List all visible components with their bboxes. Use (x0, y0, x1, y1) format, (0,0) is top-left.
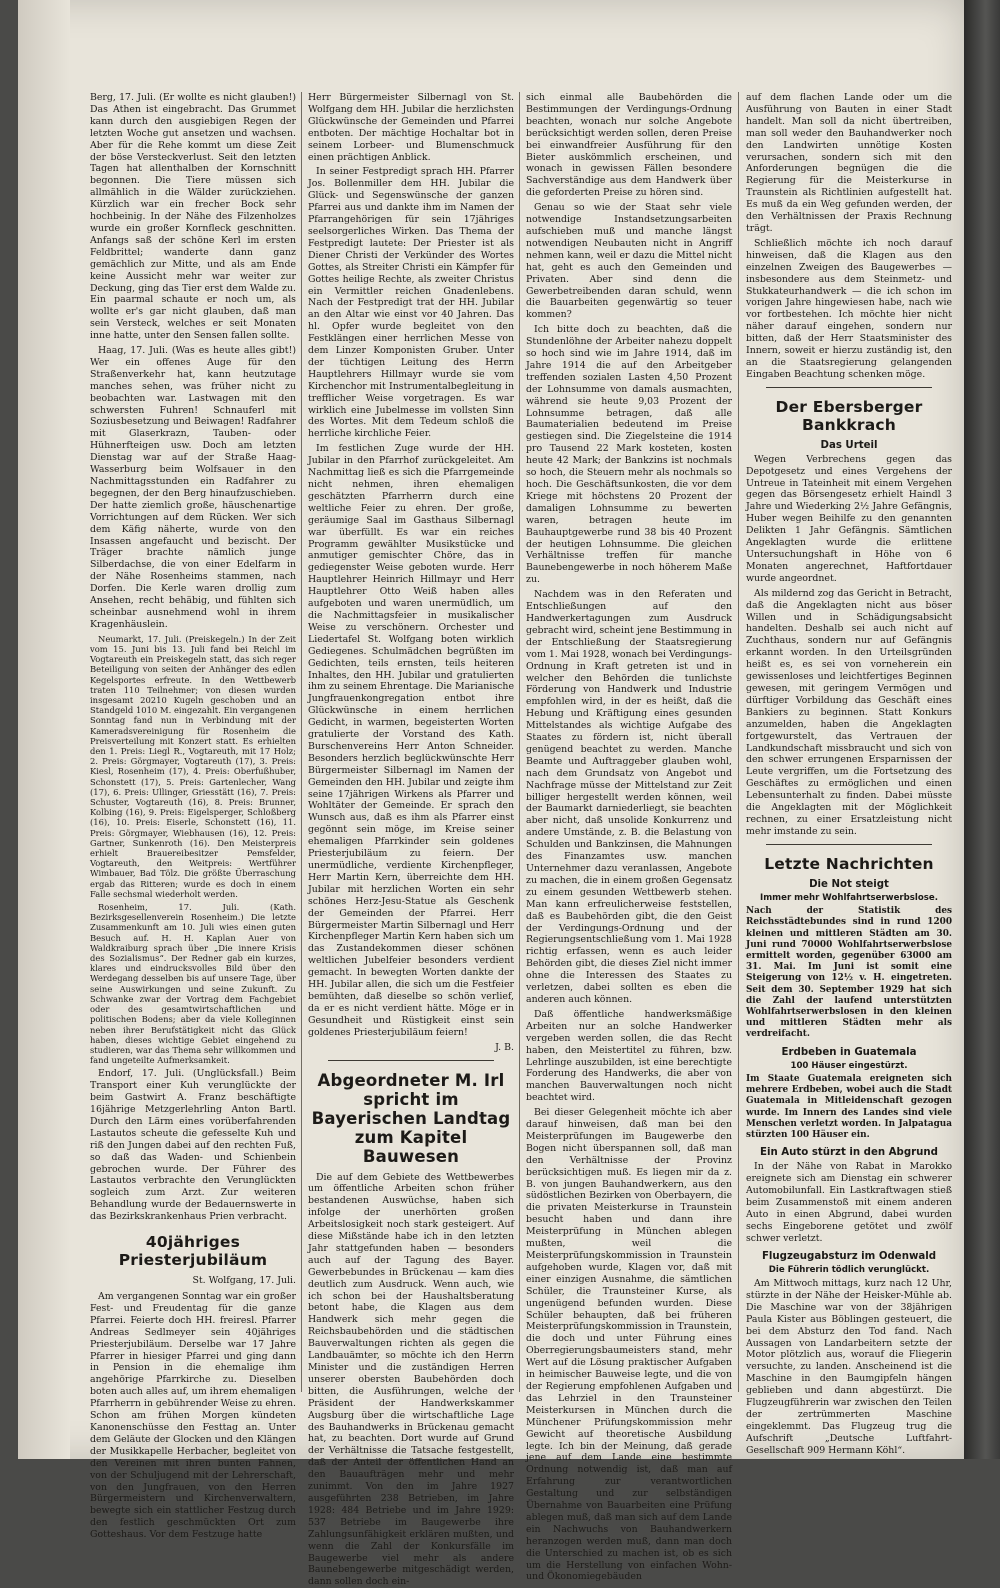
column-2 (308, 92, 514, 1392)
dateline-st-wolfgang: St. Wolfgang, 17. Juli. (90, 1275, 296, 1287)
article-berg: Berg, 17. Juli. (Er wollte es nicht glauben!) Das Athen ist eingebracht. Das Grummet kann durch den ausgiebigen Regen der letzten Woche gut ansetzen und wachsen. Aber für die Rehe kommt um diese Zeit der böse Versteckverlust. Seit den letzten Tagen hat allenthalben der Kornschnitt begonnen. Die Tiere müssen sich allmählich in die Wälder zurückziehen. Kürzlich war ein frecher Bock sehr hochbeinig. In der Nähe des Filzenholzes wurde ein großer Kornfleck geschnitten. Anfangs saß der schöne Kerl im ersten Feldbrittel; wanderte dann ganz gemächlich zur Mitte, und als am Ende keine Aussicht mehr war weiter zur Deckung, ging das Tier erst dem Walde zu. Ein paarmal schaute er noch um, als wollte er's gar nicht glauben, daß man sein Versteck, welches er seit Monaten inne hatte, unter den Sensen fallen sollte. (90, 92, 296, 342)
article-not-steigt: Nach der Statistik des Reichsstädtebundes sind in rund 1200 kleinen und mittleren Städten am 30. Juni rund 70000 Wohlfahrtserwerbslose ermittelt worden, gegenüber 63000 am 31. Mai. Im Juni ist somit eine Steigerung von 12½ v. H. eingetreten. Seit dem 30. September 1929 hat sich die Zahl der laufend unterstützten Wohlfahrtserwerbslosen in den kleinen und mittleren Städten mehr als verdreifacht. (746, 906, 952, 1040)
subhead-not-steigt: Die Not steigt (746, 879, 952, 891)
article-bauwesen-cont-4: Nachdem was in den Referaten und Entschließungen auf den Handwerkertagungen zum Ausdruck gebracht wird, scheint jene Bestimmung in der Entschließung der Staatsregierung vom 1. Mai 1928, wonach bei Verdingungs-Ordnung in Kraft getreten ist und in welcher den Behörden die tunlichste Förderung von Handwerk und Industrie empfohlen wird, in der es heißt, daß die Hebung und Kräftigung eines gesunden Mittelstandes als wichtige Aufgabe des Staates zu fördern ist, nicht überall genügend beachtet zu werden. Manche Beamte und Auftraggeber glauben wohl, nach dem Grundsatz von Angebot und Nachfrage müsse der Mittelstand zur Zeit billiger hergestellt werden können, weil der Baumarkt darniederliegt, sie beachten aber nicht, daß unsolide Konkurrenz und andere Umstände, z. B. die Belastung von Schulden und Bankzinsen, die Mahnungen des Finanzamtes usw. manchen Unternehmer dazu veranlassen, Angebote zu machen, die in einem großen Gegensatz zu einem gesunden Wettbewerb stehen. Man kann erfreulicherweise feststellen, daß es Baubehörden gibt, die den Geist der Verdingungs-Ordnung und der Regierungsentschließung vom 1. Mai 1928 richtig erfassen, wenn es auch leider Behörden gibt, die dieses Ziel nicht immer ohne die Interessen des Staates zu verletzen, dabei sollten es eben die anderen auch können. (526, 589, 732, 1006)
column-4 (746, 92, 952, 1392)
article-jubilaeum-cont-3: Im festlichen Zuge wurde der HH. Jubilar in den Pfarrhof zurückgeleitet. Am Nachmittag ließ es sich die Pfarrgemeinde nicht nehmen, ihren ehemaligen geschätzten Pfarrherrn durch eine weltliche Feier zu ehren. Der große, geräumige Saal im Gasthaus Silbernagl war überfüllt. Es war ein reiches Programm gewählter Musikstücke und anmutiger gemischter Chöre, das in gediegenster Weise geboten wurde. Herr Hauptlehrer Heinrich Hillmayr und Herr Hauptlehrer Otto Weiß haben alles aufgeboten und waren unermüdlich, um die Nachmittagsfeier in musikalischer Weise zu verschönern. Orchester und Liedertafel St. Wolfgang boten wirklich Gediegenes. Schulmädchen begrüßten im Gedichten, teils ernsten, teils heiteren Inhaltes, den HH. Jubilar und gratulierten ihm zu seinem Ehrentage. Die Marianische Jungfrauenkongregation entbot ihre Glückwünsche in einem herrlichen Gedicht, in warmen, begeisterten Worten gratulierte der Vorstand des Kath. Burschenvereins Herr Anton Schneider. Besonders herzlich beglückwünschte Herr Bürgermeister Silbernagl im Namen der Gemeinden den HH. Jubilar und zeigte ihm seine 17jährigen Wirkens als Pfarrer und Wohltäter der Gemeinde. Er sprach den Wunsch aus, daß es ihm als Pfarrer einst gegönnt sein möge, im Kreise seiner ehemaligen Pfarrkinder sein goldenes Priesterjubiläum zu feiern. Der unermüdliche, verdiente Kirchenpfleger, Herr Martin Kern, überreichte dem HH. Jubilar mit herzlichen Worten ein sehr schönes Herz-Jesu-Statue als Geschenk der Gemeinden der Pfarrei. Herr Bürgermeister Martin Silbernagl und Herr Kirchenpfleger Martin Kern haben sich um das Zustandekommen dieser schönen weltlichen Jubelfeier besonders verdient gemacht. In bewegten Worten dankte der HH. Jubilar allen, die sich um die Festfeier bemühten, daß dieselbe so schön verlief, da er es nicht verdient hätte. Möge er in Gesundheit und Rüstigkeit einst sein goldenes Priesterjubiläum feiern! (308, 443, 514, 1038)
article-jubilaeum-cont-2: In seiner Festpredigt sprach HH. Pfarrer Jos. Bollenmiller dem HH. Jubilar die Glück- und Segenswünsche der ganzen Pfarrei aus und dankte ihm im Namen der Pfarrangehörigen für sein 17jähriges seelsorgerliches Wirken. Das Thema der Festpredigt lautete: Der Priester ist als Diener Christi der Verkünder des Wortes Gottes, als Streiter Christi ein Kämpfer für Gottes heilige Rechte, als zweiter Christus ein Vermittler reichen Gnadenlebens. Nach der Festpredigt trat der HH. Jubilar an den Altar wie einst vor 40 Jahren. Das hl. Opfer wurde begleitet von den Festklängen einer herrlichen Messe von dem Linzer Komponisten Gruber. Unter der tüchtigen Leitung des Herrn Hauptlehrers Hillmayr wurde sie vom Kirchenchor mit Instrumentalbegleitung in trefflicher Weise vorgetragen. Es war wirklich eine Jubelmesse im vollsten Sinn des Wortes. Mit dem Tedeum schloß die herrliche kirchliche Feier. (308, 166, 514, 440)
article-bauwesen-cont-7: auf dem flachen Lande oder um die Ausführung von Bauten in einer Stadt handelt. Man soll da nicht übertreiben, man soll weder den Bauhandwerker noch den Landwirten unnötige Kosten verursachen, sondern sich mit den Anforderungen begnügen die die Regierung für die Meisterkurse in Traunstein als Richtlinien aufgestellt hat. Es muß da ein Weg gefunden werden, der den Verhältnissen der Praxis Rechnung trägt. (746, 92, 952, 235)
article-flugzeugabsturz: Am Mittwoch mittags, kurz nach 12 Uhr, stürzte in der Nähe der Heisker-Mühle ab. Die Maschine war von der 38jährigen Paula Kister aus Böblingen gesteuert, die bei dem Absturz den Tod fand. Nach Aussagen von Landarbeitern setzte der Motor plötzlich aus, worauf die Fliegerin versuchte, zu landen. Anscheinend ist die Maschine in den Baumgipfeln hängen geblieben und dann abgestürzt. Die Flugzeugführerin war zwischen den Teilen der zertrümmerten Maschine eingeklemmt. Das Flugzeug trug die Aufschrift „Deutsche Luftfahrt-Gesellschaft 909 Hermann Köhl“. (746, 1278, 952, 1457)
article-auto-abgrund: In der Nähe von Rabat in Marokko ereignete sich am Dienstag ein schwerer Automobilunfall. Ein Lastkraftwagen stieß beim Zusammenstoß mit einem anderen Auto in einen Abgrund, dabei wurden sechs Eingeborene getötet und zwölf schwer verletzt. (746, 1161, 952, 1244)
article-priesterjubilaeum: Am vergangenen Sonntag war ein großer Fest- und Freudentag für die ganze Pfarrei. Feierte doch HH. freiresl. Pfarrer Andreas Sedlmeyer sein 40jähriges Priesterjubiläum. Derselbe war 17 Jahre Pfarrer in hiesiger Pfarrei und ging dann in Pension in die ehemalige ihm angehörige Pfarrkirche zu. Dieselben boten auch alles auf, um ihrem ehemaligen Pfarrherrn in gebührender Weise zu ehren. Schon am frühen Morgen kündeten Kanonenschüsse den Festtag an. Unter dem Geläute der Glocken und den Klängen der Musikkapelle Herbacher, begleitet von den Vereinen mit ihren bunten Fahnen, von der Schuljugend mit der Lehrerschaft, von den Jungfrauen, von den Herren Bürgermeistern und Kirchenverwaltern, bewegte sich ein stattlicher Festzug durch den festlich geschmückten Ort zum Gotteshaus. Vor dem Festzuge hatte (90, 1291, 296, 1541)
subhead-auto-abgrund: Ein Auto stürzt in den Abgrund (746, 1147, 952, 1159)
subline-wohlfahrtserwerbslose: Immer mehr Wohlfahrtserwerbslose. (746, 893, 952, 903)
article-jubilaeum-cont-1: Herr Bürgermeister Silbernagl von St. Wolfgang dem HH. Jubilar die herzlichsten Glückwünsche der Gemeinden und Pfarrei entboten. Der mächtige Hochaltar bot in seinem Lorbeer- und Blumenschmuck einen prächtigen Anblick. (308, 92, 514, 163)
article-haag: Haag, 17. Juli. (Was es heute alles gibt!) Wer ein offenes Auge für den Straßenverkehr hat, kann heutzutage manches sehen, was früher nicht zu beobachten war. Lastwagen mit den schwersten Fuhren! Schnauferl mit Soziusbesetzung und Beiwagen! Radfahrer mit Glaserkrazn, Tauben- oder Hühnerfteigen usw. Doch am letzten Dienstag war auf der Straße Haag-Wasserburg beim Wolfsauer in den Nachmittagsstunden ein Radfahrer zu begegnen, der den Berg hinaufzuschieben. Der hatte ziemlich große, häuschenartige Vorrichtungen auf dem Rücken. Wer sich dem Käfig näherte, wurde von den Insassen angefaucht und bezischt. Der Träger brachte nämlich junge Silberdachse, die von einer Edelfarm in der Nähe Rosenheims stammen, nach Dorfen. Die Kerle waren drollig zum Ansehen, recht behäbig, und fühlten sich scheinbar ausnehmend wohl in ihrem Kragenhäuslein. (90, 345, 296, 631)
article-bankkrach-1: Wegen Verbrechens gegen das Depotgesetz und eines Vergehens der Untreue in Tateinheit mit einem Vergehen gegen das Börsengesetz erhielt Haindl 3 Jahre und Wiederking 2½ Jahre Gefängnis, Huber wegen Beihilfe zu den genannten Delikten 1 Jahr Gefängnis. Sämtlichen Angeklagten wurde die erlittene Untersuchungshaft in Höhe von 6 Monaten angerechnet, Haftfortdauer wurde angeordnet. (746, 454, 952, 585)
subline-haeuser-eingestuerzt: 100 Häuser eingestürzt. (746, 1061, 952, 1071)
column-rule (738, 92, 739, 1392)
article-unglucksfall: Endorf, 17. Juli. (Unglücksfall.) Beim Transport einer Kuh verunglückte der beim Gastwirt A. Franz beschäftigte 16jährige Metzgerlehrling Anton Bartl. Durch den Lärm eines vorüberfahrenden Lastautos scheute die gefesselte Kuh und riß den Jungen dabei auf den rechten Fuß, so daß das Waden- und Schienbein gebrochen wurde. Der Führer des Lastautos verbrachte den Verunglückten sogleich zum Arzt. Zur weiteren Behandlung wurde der Bedauernswerte in das Bezirkskrankenhaus Prien verbracht. (90, 1068, 296, 1223)
article-bauwesen-cont-2: Genau so wie der Staat sehr viele notwendige Instandsetzungsarbeiten aufschieben muß und manche längst notwendigen Neubauten nicht in Angriff nehmen kann, weil er dazu die Mittel nicht hat, geht es auch den Gemeinden und Privaten. Aber sind denn die Gewerbetreibenden daran schuld, wenn die Bauarbeiten gegenwärtig so teuer kommen? (526, 202, 732, 321)
article-bauwesen-cont-1: sich einmal alle Baubehörden die Bestimmungen der Verdingungs-Ordnung beachten, wonach nur solche Angebote berücksichtigt werden sollen, deren Preise bei einwandfreier Ausführung für den Bieter auskömmlich erscheinen, und wonach in gewissen Fällen besondere Sachverständige aus dem Handwerk über die geforderten Preise zu hören sind. (526, 92, 732, 199)
column-rule (519, 92, 520, 1392)
headline-bankkrach: Der Ebersberger Bankkrach (746, 398, 952, 434)
subhead-erdbeben: Erdbeben in Guatemala (746, 1047, 952, 1059)
article-bauwesen-cont-5: Daß öffentliche handwerksmäßige Arbeiten nur an solche Handwerker vergeben werden sollen, die das Recht haben, den Meistertitel zu führen, bzw. Lehrlinge auszubilden, ist eine berechtigte Forderung des Handwerks, die aber von manchen Bauverwaltungen noch nicht beachtet wird. (526, 1009, 732, 1104)
article-divider (766, 844, 932, 845)
newspaper-page (90, 92, 952, 1392)
article-signature: J. B. (308, 1042, 514, 1054)
subhead-urteil: Das Urteil (746, 440, 952, 452)
page-left-margin (18, 0, 70, 1459)
article-bauwesen: Die auf dem Gebiete des Wettbewerbes um öffentliche Arbeiten schon früher bestandenen Auswüchse, haben sich infolge der unerhörten großen Arbeitslosigkeit noch stark gesteigert. Auf diese Mißstände habe ich in den letzten Jahr stattgefunden haben — besonders auch auf der Tagung des Bayer. Gewerbebundes in Brückenau — kam dies deutlich zum Ausdruck. Wenn auch, wie ich schon bei der Haushaltsberatung betont habe, die Klagen aus dem Handwerk sich mehr gegen die Reichsbaubehörden und die städtischen Bauverwaltungen richten als gegen die Landbauämter, so möchte ich den Herrn Minister und die zuständigen Herren unserer obersten Baubehörden doch bitten, die Ausführungen, welche der Präsident der Handwerkskammer Augsburg über die wirtschaftliche Lage des Bauhandwerks in Brückenau gemacht hat, zu beachten. Dort wurde auf Grund der Verhältnisse die Tatsache festgestellt, daß der Anteil der öffentlichen Hand an den Bauaufträgen mehr und mehr zunimmt. Von den im Jahre 1927 ausgeführten 238 Betrieben, im Jahre 1928: 484 Betriebe und im Jahre 1929: 537 Betriebe im Baugewerbe ihre Zahlungsunfähigkeit erklären mußten, und wenn die Zahl der Konkursfälle im Baugewerbe viel mehr als andere Baunebengewerbe mitgeschädigt werden, dann sollen doch ein- (308, 1172, 514, 1588)
article-bauwesen-cont-3: Ich bitte doch zu beachten, daß die Stundenlöhne der Arbeiter nahezu doppelt so hoch sind wie im Jahre 1914, daß im Jahre 1914 die auf den Arbeitgeber treffenden sozialen Lasten 4,50 Prozent der Lohnsumme von damals ausmachten, während sie heute 9,03 Prozent der Lohnsumme betragen, daß alle Baumaterialien bedeutend im Preise gestiegen sind. Die Ziegelsteine die 1914 pro Tausend 22 Mark kosteten, kosten heute 42 Mark; der Bankzins ist nochmals so hoch, die Steuern mehr als nochmals so hoch. Die Geschäftsunkosten, die vor dem Kriege mit höchstens 20 Prozent der damaligen Lohnsumme zu bewerten waren, betragen heute im Bauhauptgewerbe rund 38 bis 40 Prozent der heutigen Lohnsumme. Die gleichen Verhältnisse treffen für manche Baunebengewerbe in noch höherem Maße zu. (526, 324, 732, 586)
subline-fuehrerin: Die Führerin tödlich verunglückt. (746, 1265, 952, 1275)
article-bankkrach-2: Als mildernd zog das Gericht in Betracht, daß die Angeklagten nicht aus böser Willen und in Schädigungsabsicht handelten. Deshalb sei auch nicht auf Zuchthaus, sondern nur auf Gefängnis erkannt worden. In den Urteilsgründen heißt es, es sei von vorneherein ein gewissenloses und leichtfertiges Beginnen gewesen, mit geringem Vermögen und dürftiger Vorbildung das Geschäft eines Bankiers zu beginnen. Statt Konkurs anzumelden, haben die Angeklagten fortgewurstelt, das Vertrauen der Landkundschaft missbraucht und sich von den schwer errungenen Ersparnissen der Leute vergriffen, um die Fortsetzung des Geschäftes zu ermöglichen und einen Lebensunterhalt zu finden. Dabei müsste die Angeklagten mit der Möglichkeit rechnen, zu einer Ersatzleistung nicht mehr imstande zu sein. (746, 588, 952, 838)
headline-priesterjubilaeum: 40jähriges Priesterjubiläum (90, 1233, 296, 1269)
column-1 (90, 92, 296, 1392)
article-bauwesen-cont-8: Schließlich möchte ich noch darauf hinweisen, daß die Klagen aus den einzelnen Zweigen des Baugewerbes — insbesondere aus dem Steinmetz- und Stukkateurhandwerk — die ich schon im vorigen Jahre hingewiesen habe, nach wie vor fortbestehen. Ich möchte hier nicht näher darauf eingehen, sondern nur bitten, daß der Herr Staatsminister des Innern, soweit er hierzu zuständig ist, den an die Staatsregierung gelangenden Eingaben Beachtung schenken möge. (746, 238, 952, 381)
headline-abgeordneter-irl: Abgeordneter M. Irl spricht im Bayerischen Landtag zum Kapitel Bauwesen (308, 1071, 514, 1166)
article-gesellenverein: Rosenheim, 17. Juli. (Kath. Bezirksgesellenverein Rosenheim.) Die letzte Zusammenkunft am 10. Juli wies einen guten Besuch auf. H. H. Kaplan Auer von Waldkraiburg sprach über „Die innere Krisis des Sozialismus“. Der Redner gab ein kurzes, klares und eindrucksvolles Bild über den Werdegang desselben bis auf unsere Tage, über seine Auswirkungen und seine Zukunft. Zu Schwanke zwar der Vortrag dem Fachgebiet oder des gesamtwirtschaftlichen und politischen Bodens; aber da viele Kolleginnen neben ihrer Berufstätigkeit nicht das Glück haben, dieses wichtige Gebiet eingehend zu studieren, war das Thema sehr willkommen und fand ungeteilte Aufmerksamkeit. (90, 902, 296, 1065)
article-divider (766, 387, 932, 388)
article-preiskegeln: Neumarkt, 17. Juli. (Preiskegeln.) In der Zeit vom 15. Juni bis 13. Juli fand bei Reichl im Vogtareuth ein Preiskegeln statt, das sich reger Beteiligung von seiten der Anhänger des edlen Kegelsportes erfreute. In den Wettbewerb traten 110 Teilnehmer; von diesen wurden insgesamt 20210 Kugeln geschoben und an Standgeld 1010 M. eingezahlt. Ein vergangenen Sonntag fand nun in Verbindung mit der Kameradsvereinigung für Rosenheim die Preisverteilung mit Konzert statt. Es erhielten den 1. Preis: Liegl R., Vogtareuth, mit 17 Holz; 2. Preis: Görgmayer, Vogtareuth (17), 3. Preis: Kiesl, Rosenheim (17), 4. Preis: Oberfußhuber, Schonstett (17), 5. Preis: Gartenlecher, Wang (17), 6. Preis: Ullinger, Griesstätt (16), 7. Preis: Schuster, Vogtareuth (16), 8. Preis: Brunner, Kolbing (16), 9. Preis: Eigelsperger, Schloßberg (16), 10. Preis: Eiserle, Schonstett (16), 11. Preis: Görgmayer, Wiebhausen (16), 12. Preis: Gartner, Sunkenroth (16). Den Meisterpreis erhielt Brauereibesitzer Pemsfelder, Vogtareuth, den Weitpreis: Wertführer Wimbauer, Bad Tölz. Die größte Überraschung ergab das Ritteren; wurde es doch in einem Falle sechsmal wiederholt werden. (90, 634, 296, 899)
article-bauwesen-cont-6: Bei dieser Gelegenheit möchte ich aber darauf hinweisen, daß man bei den Meisterprüfungen im Baugewerbe den Bogen nicht überspannen soll, daß man den Verhältnisse der Provinz berücksichtigen muß. Es liegen mir da z. B. von jungen Bauhandwerkern, aus den südöstlichen Bezirken von Oberbayern, die die privaten Meisterkurse in Traunstein besucht haben und dann ihre Meisterprüfung in München ablegen mußten, weil die Meisterprüfungskommission in Traunstein aufgehoben wurde, Klagen vor, daß mit einer einzigen Ausnahme, die sämtlichen Schüler, die Traunsteiner Kurse, als ungenügend befunden wurden. Diese Schüler behaupten, daß bei früheren Meisterprüfungskommission in Traunstein, die doch und unter Führung eines Oberregierungsbaumeisters stand, mehr Wert auf die Lösung praktischer Aufgaben in heimischer Bauweise legte, und die von der Regierung empfohlenen Aufgaben und das Lehrziel in den Traunsteiner Meisterkursen in München durch die Münchener Prüfungskommission mehr Gewicht auf theoretische Ausbildung legte. Ich bin der Meinung, daß gerade jene auf dem Lande eine bestimmte Ordnung notwendig ist, daß man auf Erfahrung zur verantwortlichen Gestaltung und zur selbständigen Übernahme von Bauarbeiten eine Prüfung ablegen muß, daß man sich auf dem Lande ein Nachwuchs von Bauhandwerkern heranzogen werden muß, dann man doch die Unterschied zu machen ist, ob es sich um die Herstellung von einfachen Wohn- und Ökonomiegebäuden (526, 1107, 732, 1583)
subhead-flugzeugabsturz: Flugzeugabsturz im Odenwald (746, 1251, 952, 1263)
column-3 (526, 92, 732, 1392)
article-erdbeben: Im Staate Guatemala ereigneten sich mehrere Erdbeben, wobei auch die Stadt Guatemala in Mitleidenschaft gezogen wurde. Im Innern des Landes sind viele Menschen verletzt worden. In Jalpatagua stürzten 100 Häuser ein. (746, 1074, 952, 1141)
column-rule (301, 92, 302, 1392)
article-divider (328, 1060, 494, 1061)
binding-spine (964, 0, 1000, 1459)
headline-letzte-nachrichten: Letzte Nachrichten (746, 855, 952, 873)
